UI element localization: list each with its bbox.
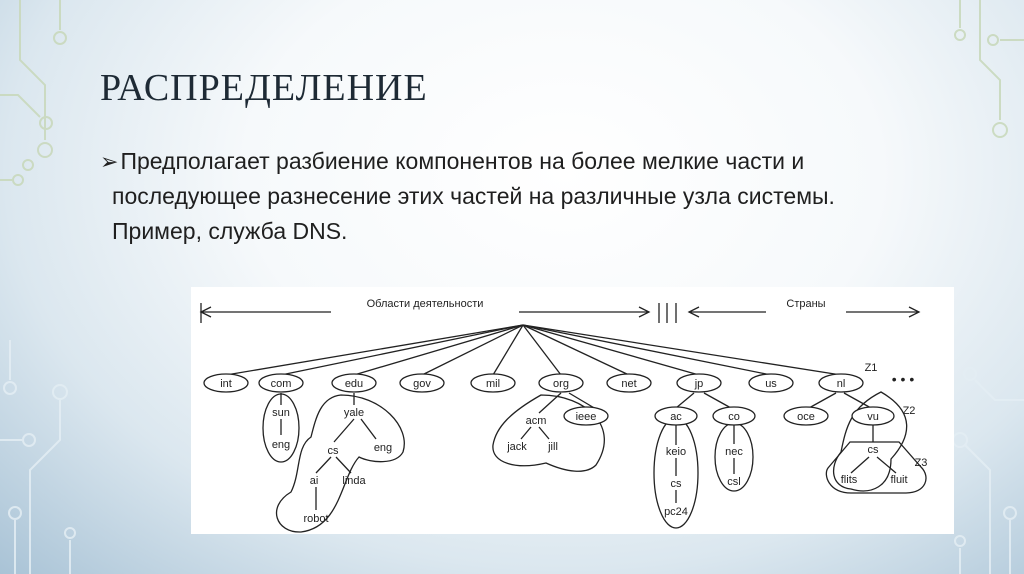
node-cs-vu: cs — [867, 444, 879, 456]
node-nl: nl — [836, 378, 846, 390]
node-jill: jill — [548, 441, 558, 453]
arrow-bullet-icon: ➢ — [100, 149, 119, 174]
node-co: co — [728, 411, 740, 423]
node-flits: flits — [840, 474, 858, 486]
slide-title: РАСПРЕДЕЛЕНИЕ — [100, 67, 428, 109]
node-jack: jack — [507, 441, 527, 453]
node-pc24: pc24 — [664, 506, 688, 518]
node-ieee: ieee — [575, 411, 597, 423]
bullet-point — [100, 144, 930, 249]
node-eng-com: eng — [271, 439, 291, 451]
node-cs-keio: cs — [670, 478, 682, 490]
node-nec: nec — [725, 446, 743, 458]
node-ac: ac — [670, 411, 682, 423]
node-org: org — [553, 378, 569, 390]
node-net: net — [621, 378, 637, 390]
node-keio: keio — [665, 446, 687, 458]
countries-label: Страны — [786, 298, 826, 310]
node-sun: sun — [272, 407, 290, 419]
node-com: com — [270, 378, 292, 390]
generic-domains-label: Области деятельности — [366, 298, 484, 310]
zone-z1-label: Z1 — [864, 362, 878, 374]
bullet-text-1: Предполагает разбиение компонентов на более мелкие части и — [120, 148, 805, 174]
zone-z2-label: Z2 — [902, 405, 916, 417]
bullet-line-1 — [100, 144, 930, 179]
node-us: us — [765, 378, 777, 390]
node-oce: oce — [797, 411, 815, 423]
node-ai: ai — [309, 475, 319, 487]
bullet-line-3: Пример, служба DNS. — [112, 218, 348, 244]
node-eng-yale: eng — [373, 442, 393, 454]
node-edu: edu — [344, 378, 364, 390]
node-cs-yale: cs — [327, 445, 339, 457]
more-domains-ellipsis: • • • — [891, 371, 915, 387]
node-fluit: fluit — [890, 474, 908, 486]
node-vu: vu — [867, 411, 879, 423]
node-jp: jp — [694, 378, 704, 390]
node-gov: gov — [413, 378, 431, 390]
node-yale: yale — [343, 407, 365, 419]
node-linda: linda — [342, 475, 366, 487]
node-csl: csl — [727, 476, 741, 488]
bullet-line-2: последующее разнесение этих частей на различные узла системы. — [112, 183, 835, 209]
dns-namespace-diagram — [191, 287, 954, 534]
node-mil: mil — [485, 378, 501, 390]
node-acm: acm — [525, 415, 547, 427]
node-int: int — [220, 378, 232, 390]
node-robot: robot — [303, 513, 329, 525]
zone-z3-label: Z3 — [914, 457, 928, 469]
